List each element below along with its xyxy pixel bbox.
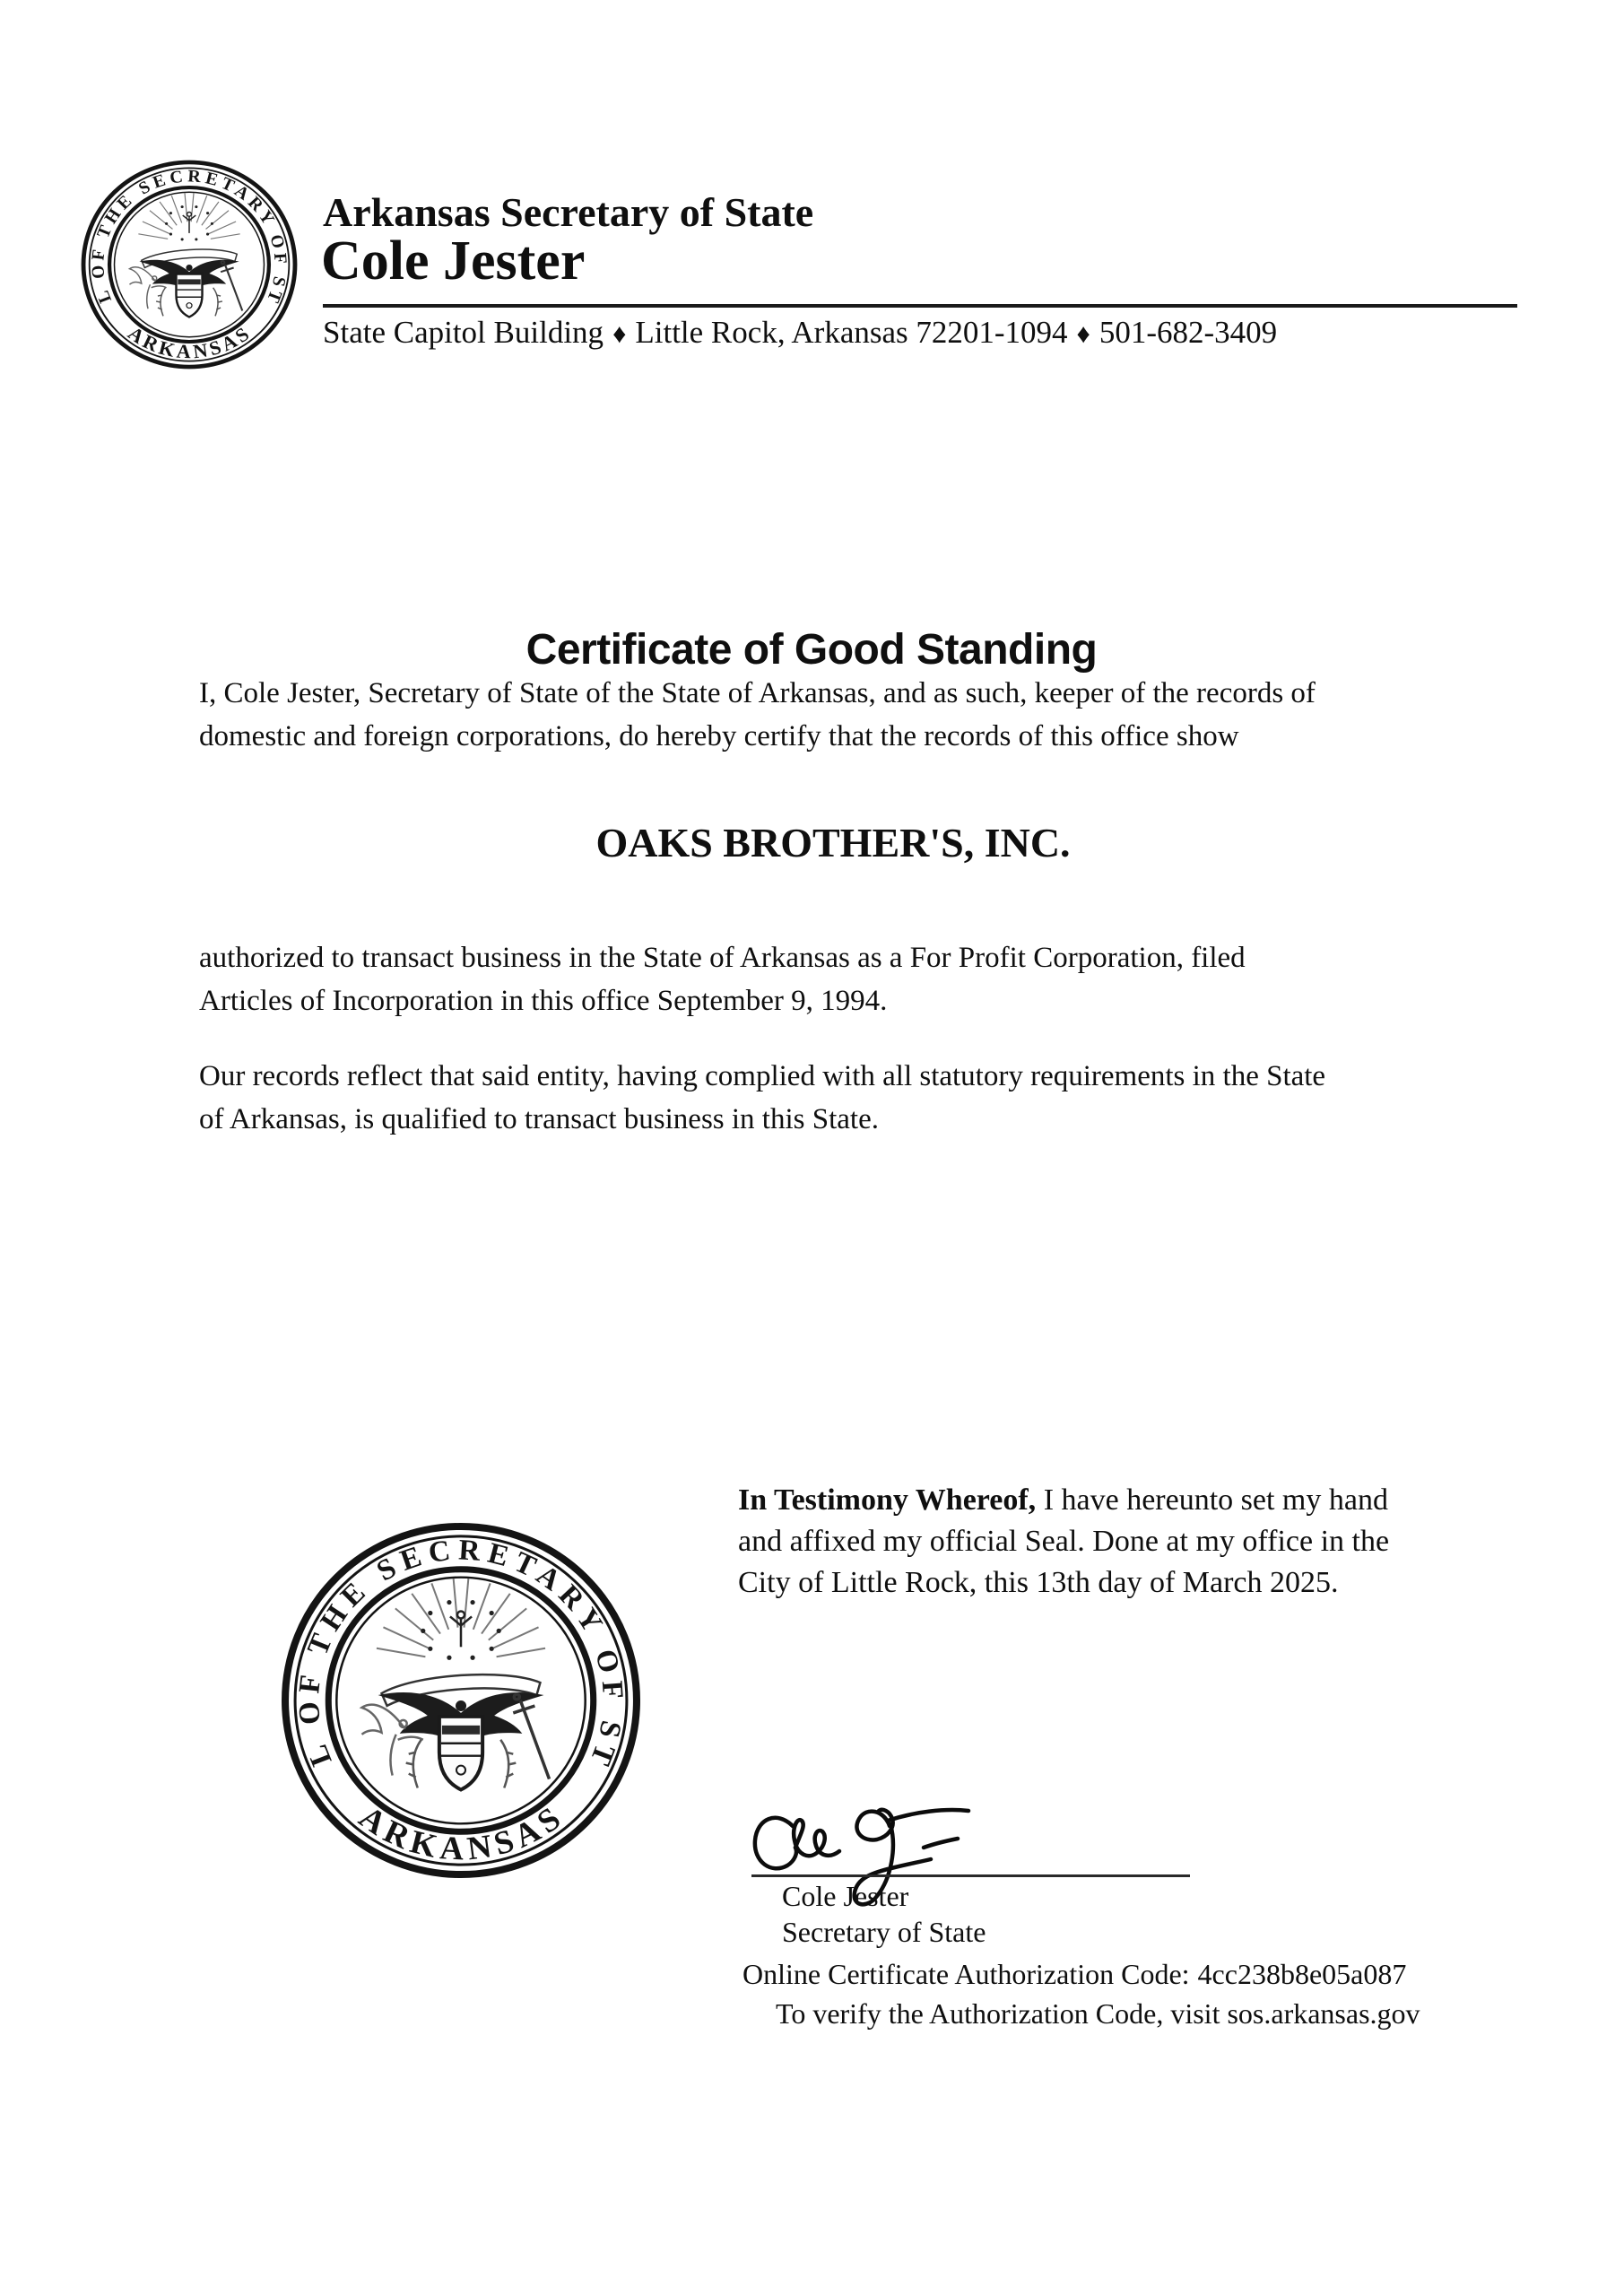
authorization-line: authorized to transact business in the State of Arkansas as a For Profit Corporation, filed bbox=[199, 942, 1246, 974]
testimony-line1-rest: I have hereunto set my hand bbox=[1036, 1483, 1388, 1517]
certificate-title: Certificate of Good Standing bbox=[525, 626, 1098, 674]
testimony-line bbox=[738, 1480, 1473, 1521]
intro-line: I, Cole Jester, Secretary of State of the State of Arkansas, and as such, keeper of the records of bbox=[199, 677, 1316, 709]
header-divider bbox=[323, 304, 1517, 308]
signer-title: Secretary of State bbox=[782, 1916, 986, 1948]
intro-line: domestic and foreign corporations, do hereby certify that the records of this office show bbox=[199, 720, 1239, 752]
authorization-code-value: 4cc238b8e05a087 bbox=[1197, 1958, 1407, 1990]
intro-paragraph bbox=[199, 672, 1463, 758]
agency-name: Arkansas Secretary of State bbox=[323, 189, 814, 235]
officer-name: Cole Jester bbox=[321, 230, 586, 291]
secretary-of-state-seal-small bbox=[81, 160, 298, 370]
secretary-of-state-seal-large bbox=[281, 1522, 641, 1879]
address-building: State Capitol Building bbox=[323, 315, 604, 350]
state-seal-icon bbox=[281, 1522, 641, 1879]
diamond-separator-icon: ♦ bbox=[612, 319, 627, 349]
signature-line bbox=[751, 1874, 1190, 1877]
authorization-paragraph bbox=[199, 936, 1463, 1022]
authorization-code-label: Online Certificate Authorization Code: bbox=[743, 1958, 1190, 1990]
address-city: Little Rock, Arkansas 72201-1094 bbox=[635, 315, 1068, 350]
testimony-line: City of Little Rock, this 13th day of March 2025. bbox=[738, 1566, 1339, 1599]
testimony-lead: In Testimony Whereof, bbox=[738, 1483, 1037, 1517]
compliance-paragraph bbox=[199, 1055, 1463, 1141]
state-seal-icon bbox=[81, 160, 298, 370]
authorization-code-line bbox=[743, 1956, 1406, 1992]
compliance-line: of Arkansas, is qualified to transact business in this State. bbox=[199, 1103, 879, 1135]
header-address bbox=[323, 314, 1277, 353]
compliance-line: Our records reflect that said entity, having complied with all statutory requirements in the State bbox=[199, 1060, 1326, 1092]
verification-instructions: To verify the Authorization Code, visit sos.arkansas.gov bbox=[776, 1997, 1420, 2030]
entity-name: OAKS BROTHER'S, INC. bbox=[595, 820, 1071, 865]
testimony-line: and affixed my official Seal. Done at my office in the bbox=[738, 1525, 1390, 1558]
diamond-separator-icon: ♦ bbox=[1076, 319, 1090, 349]
signer-name: Cole Jester bbox=[782, 1880, 909, 1912]
address-phone: 501-682-3409 bbox=[1099, 315, 1278, 350]
testimony-paragraph bbox=[738, 1480, 1473, 1604]
authorization-line: Articles of Incorporation in this office September 9, 1994. bbox=[199, 985, 888, 1017]
